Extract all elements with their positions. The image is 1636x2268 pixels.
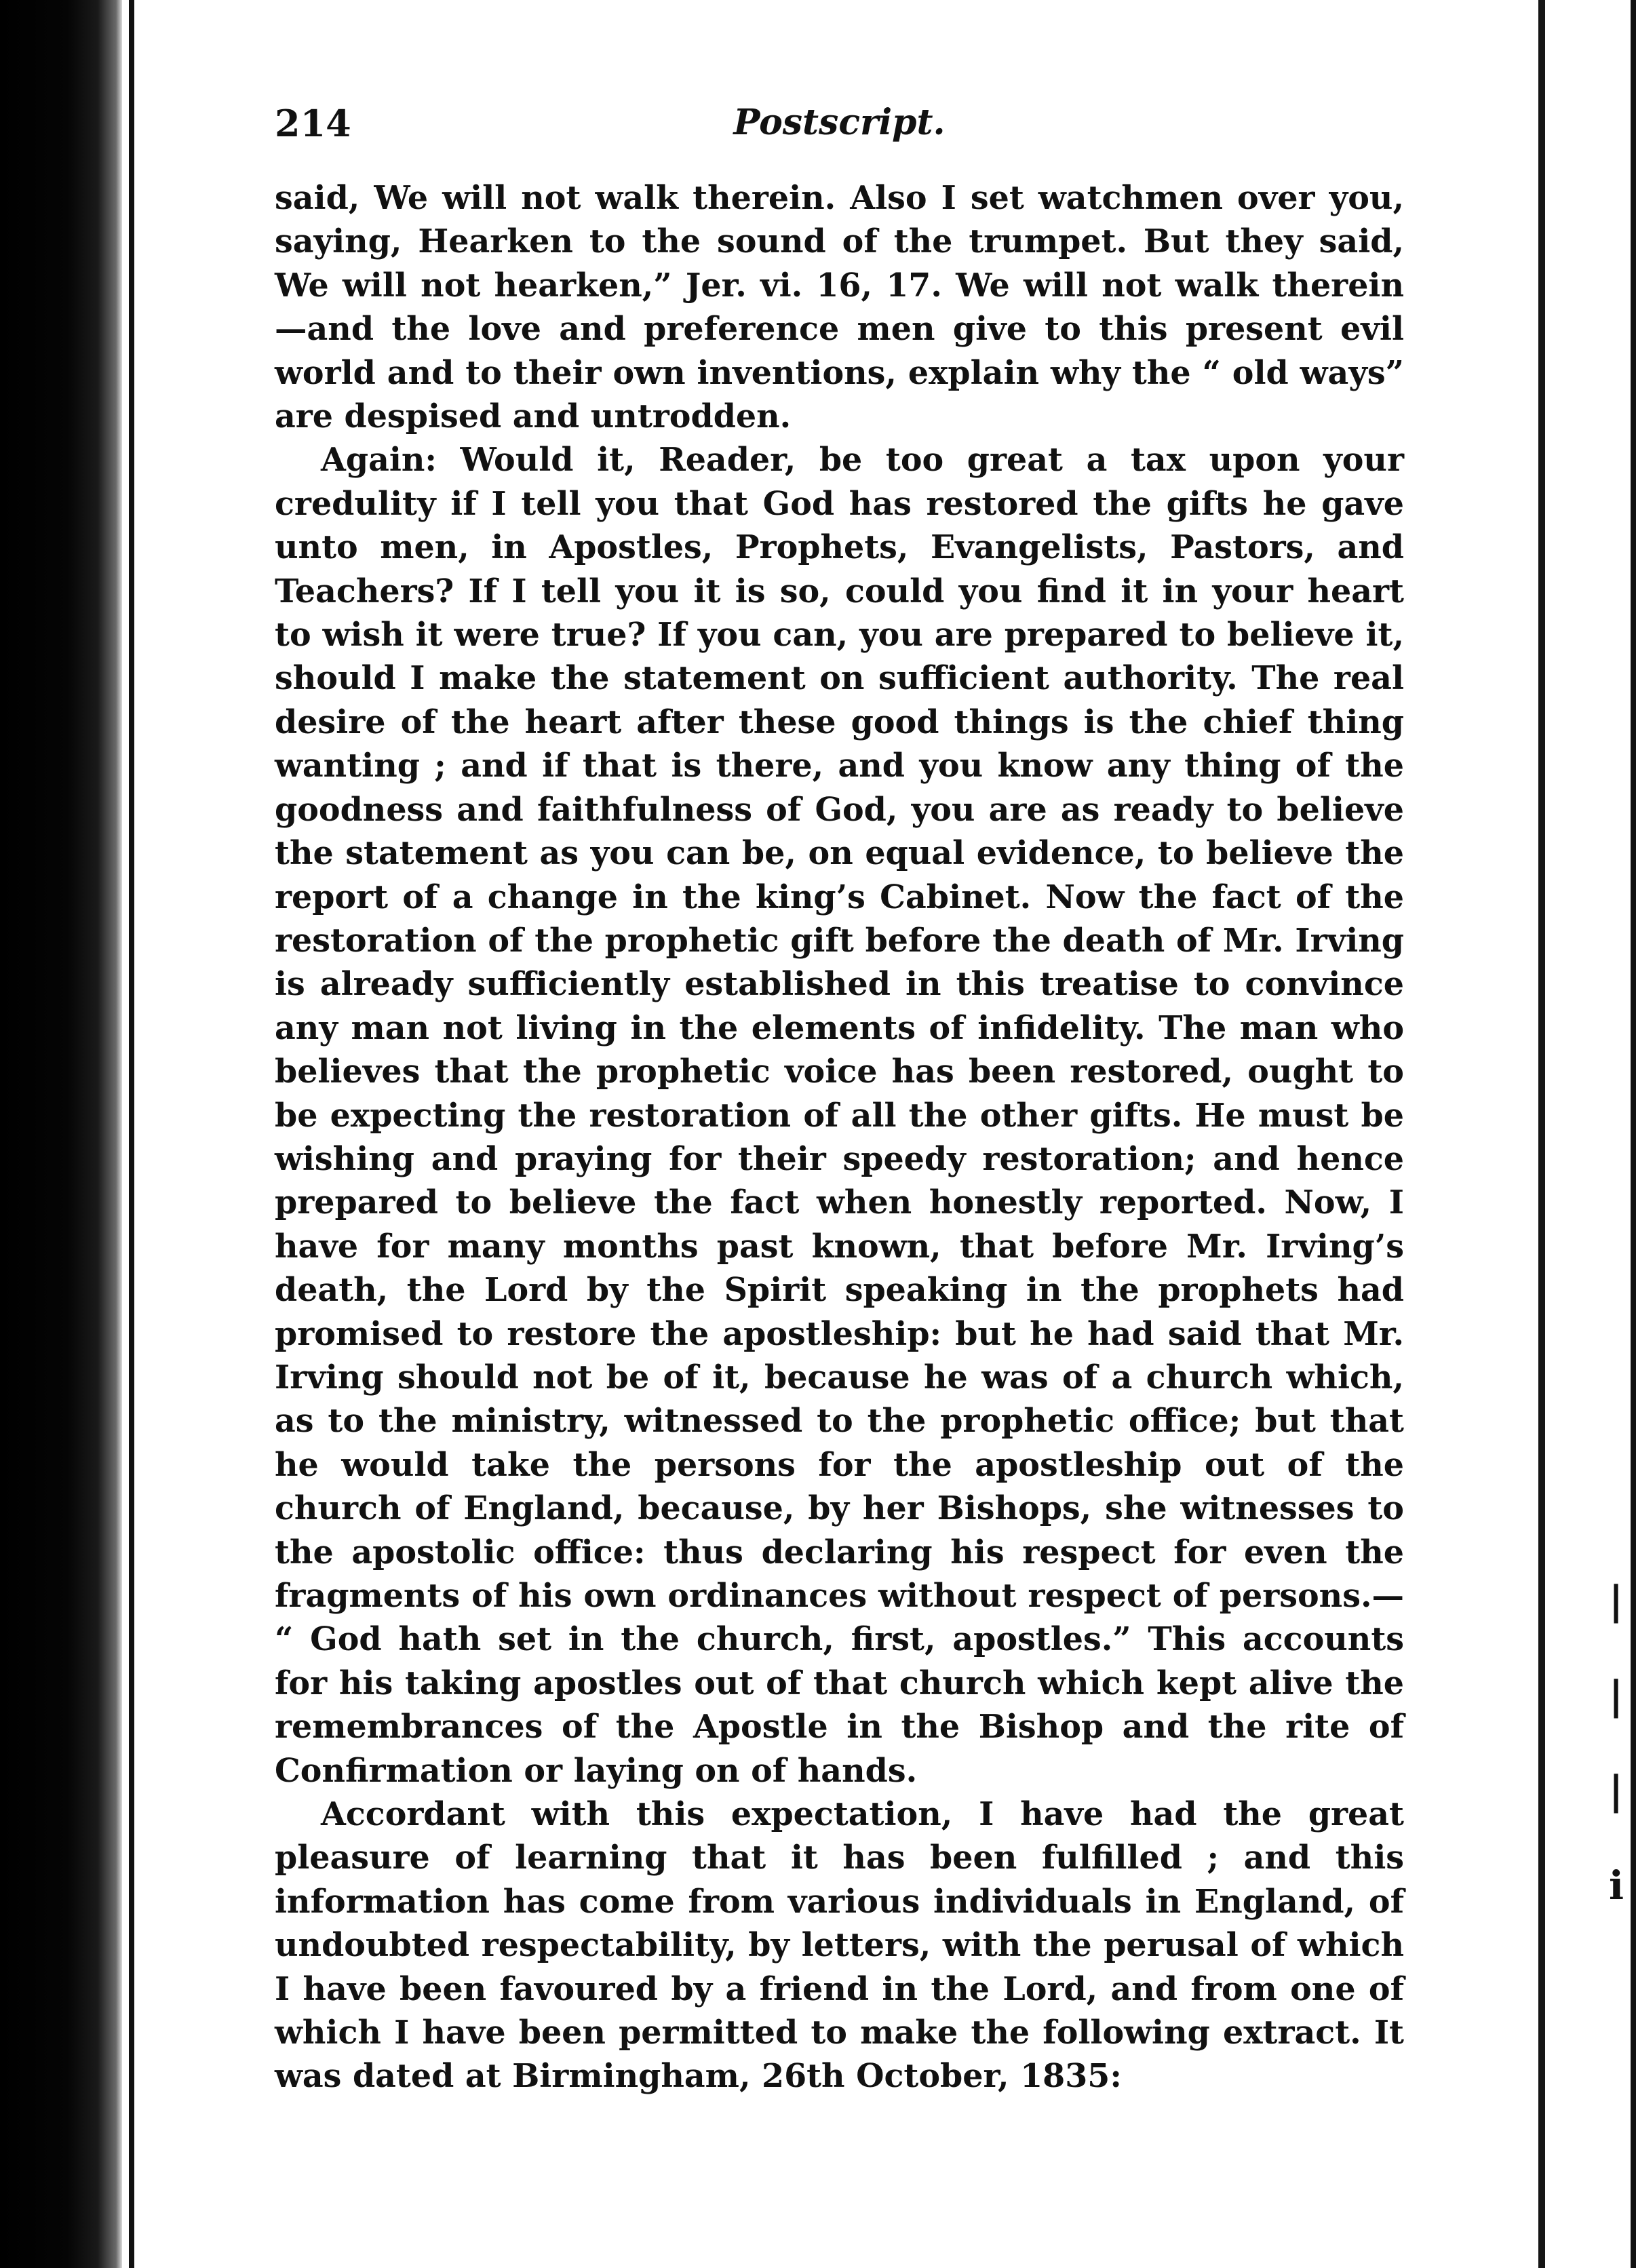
paragraph-again: Again: Would it, Reader, be too great a tax upon your credulity if I tell you that God has restored the gifts he gave unto men, in Apostles, Prophets, Evangelists, Pastors, and Teachers? If I tell you it is so, could you find it in your heart to wish it were true? If you can, you are prepared to believe it, should I make the statement on sufficient authority. The real desire of the heart after these good things is the chief thing wanting ; and if that is there, and you know any thing of the goodness and faithfulness of God, you are as ready to believe the statement as you can be, on equal evidence, to believe the report of a change in the king’s Cabinet. Now the fact of the restoration of the prophetic gift before the death of Mr. Irving is already sufficiently established in this treatise to convince any man not living in the elements of infidelity. The man who believes that the prophetic voice has been restored, ought to be expecting the restoration of all the other gifts. He must be wishing and praying for their speedy restoration; and hence prepared to believe the fact when honestly reported. Now, I have for many months past known, that before Mr. Irving’s death, the Lord by the Spirit speaking in the prophets had promised to restore the apostleship: but he had said that Mr. Irving should not be of it, because he was of a church which, as to the ministry, witnessed to the prophetic office; but that he would take the persons for the apostleship out of the church of England, because, by her Bishops, she witnesses to the apostolic office: thus declaring his respect for even the fragments of his own ordinances without respect of persons.— “ God hath set in the church, first, apostles.” This accounts for his taking apostles out of that church which kept alive the remembrances of the Apostle in the Bishop and the rite of Confirmation or laying on of hands. [275, 441, 1404, 1790]
paragraph-accordant: Accordant with this expectation, I have had the great pleasure of learning that it has been fulfilled ; and this information has come from various individuals in England, of undoubted respectability, by letters, with the perusal of which I have been favoured by a friend in the Lord, and from one of which I have been permitted to make the following extract. It was dated at Birmingham, 26th October, 1835: [275, 1795, 1404, 2096]
book-page [275, 95, 1404, 2098]
page-body [275, 176, 1404, 2098]
book-gutter-shadow [0, 0, 122, 2268]
facing-page-fragment: | | | i [1609, 1578, 1624, 1909]
page-border-right [1538, 0, 1545, 2268]
scan-edge-right [1631, 0, 1636, 2268]
page-border-left [129, 0, 134, 2268]
page-header [275, 95, 1404, 176]
paragraph-continued: said, We will not walk therein. Also I set watchmen over you, saying, Hearken to the sound of the trumpet. But they said, We will not hearken,” Jer. vi. 16, 17. We will not walk therein—and the love and preference men give to this present evil world and to their own inventions, explain why the “ old ways” are despised and untrodden. [275, 179, 1404, 436]
page-number: 214 [275, 102, 351, 145]
running-title: Postscript. [733, 102, 946, 143]
